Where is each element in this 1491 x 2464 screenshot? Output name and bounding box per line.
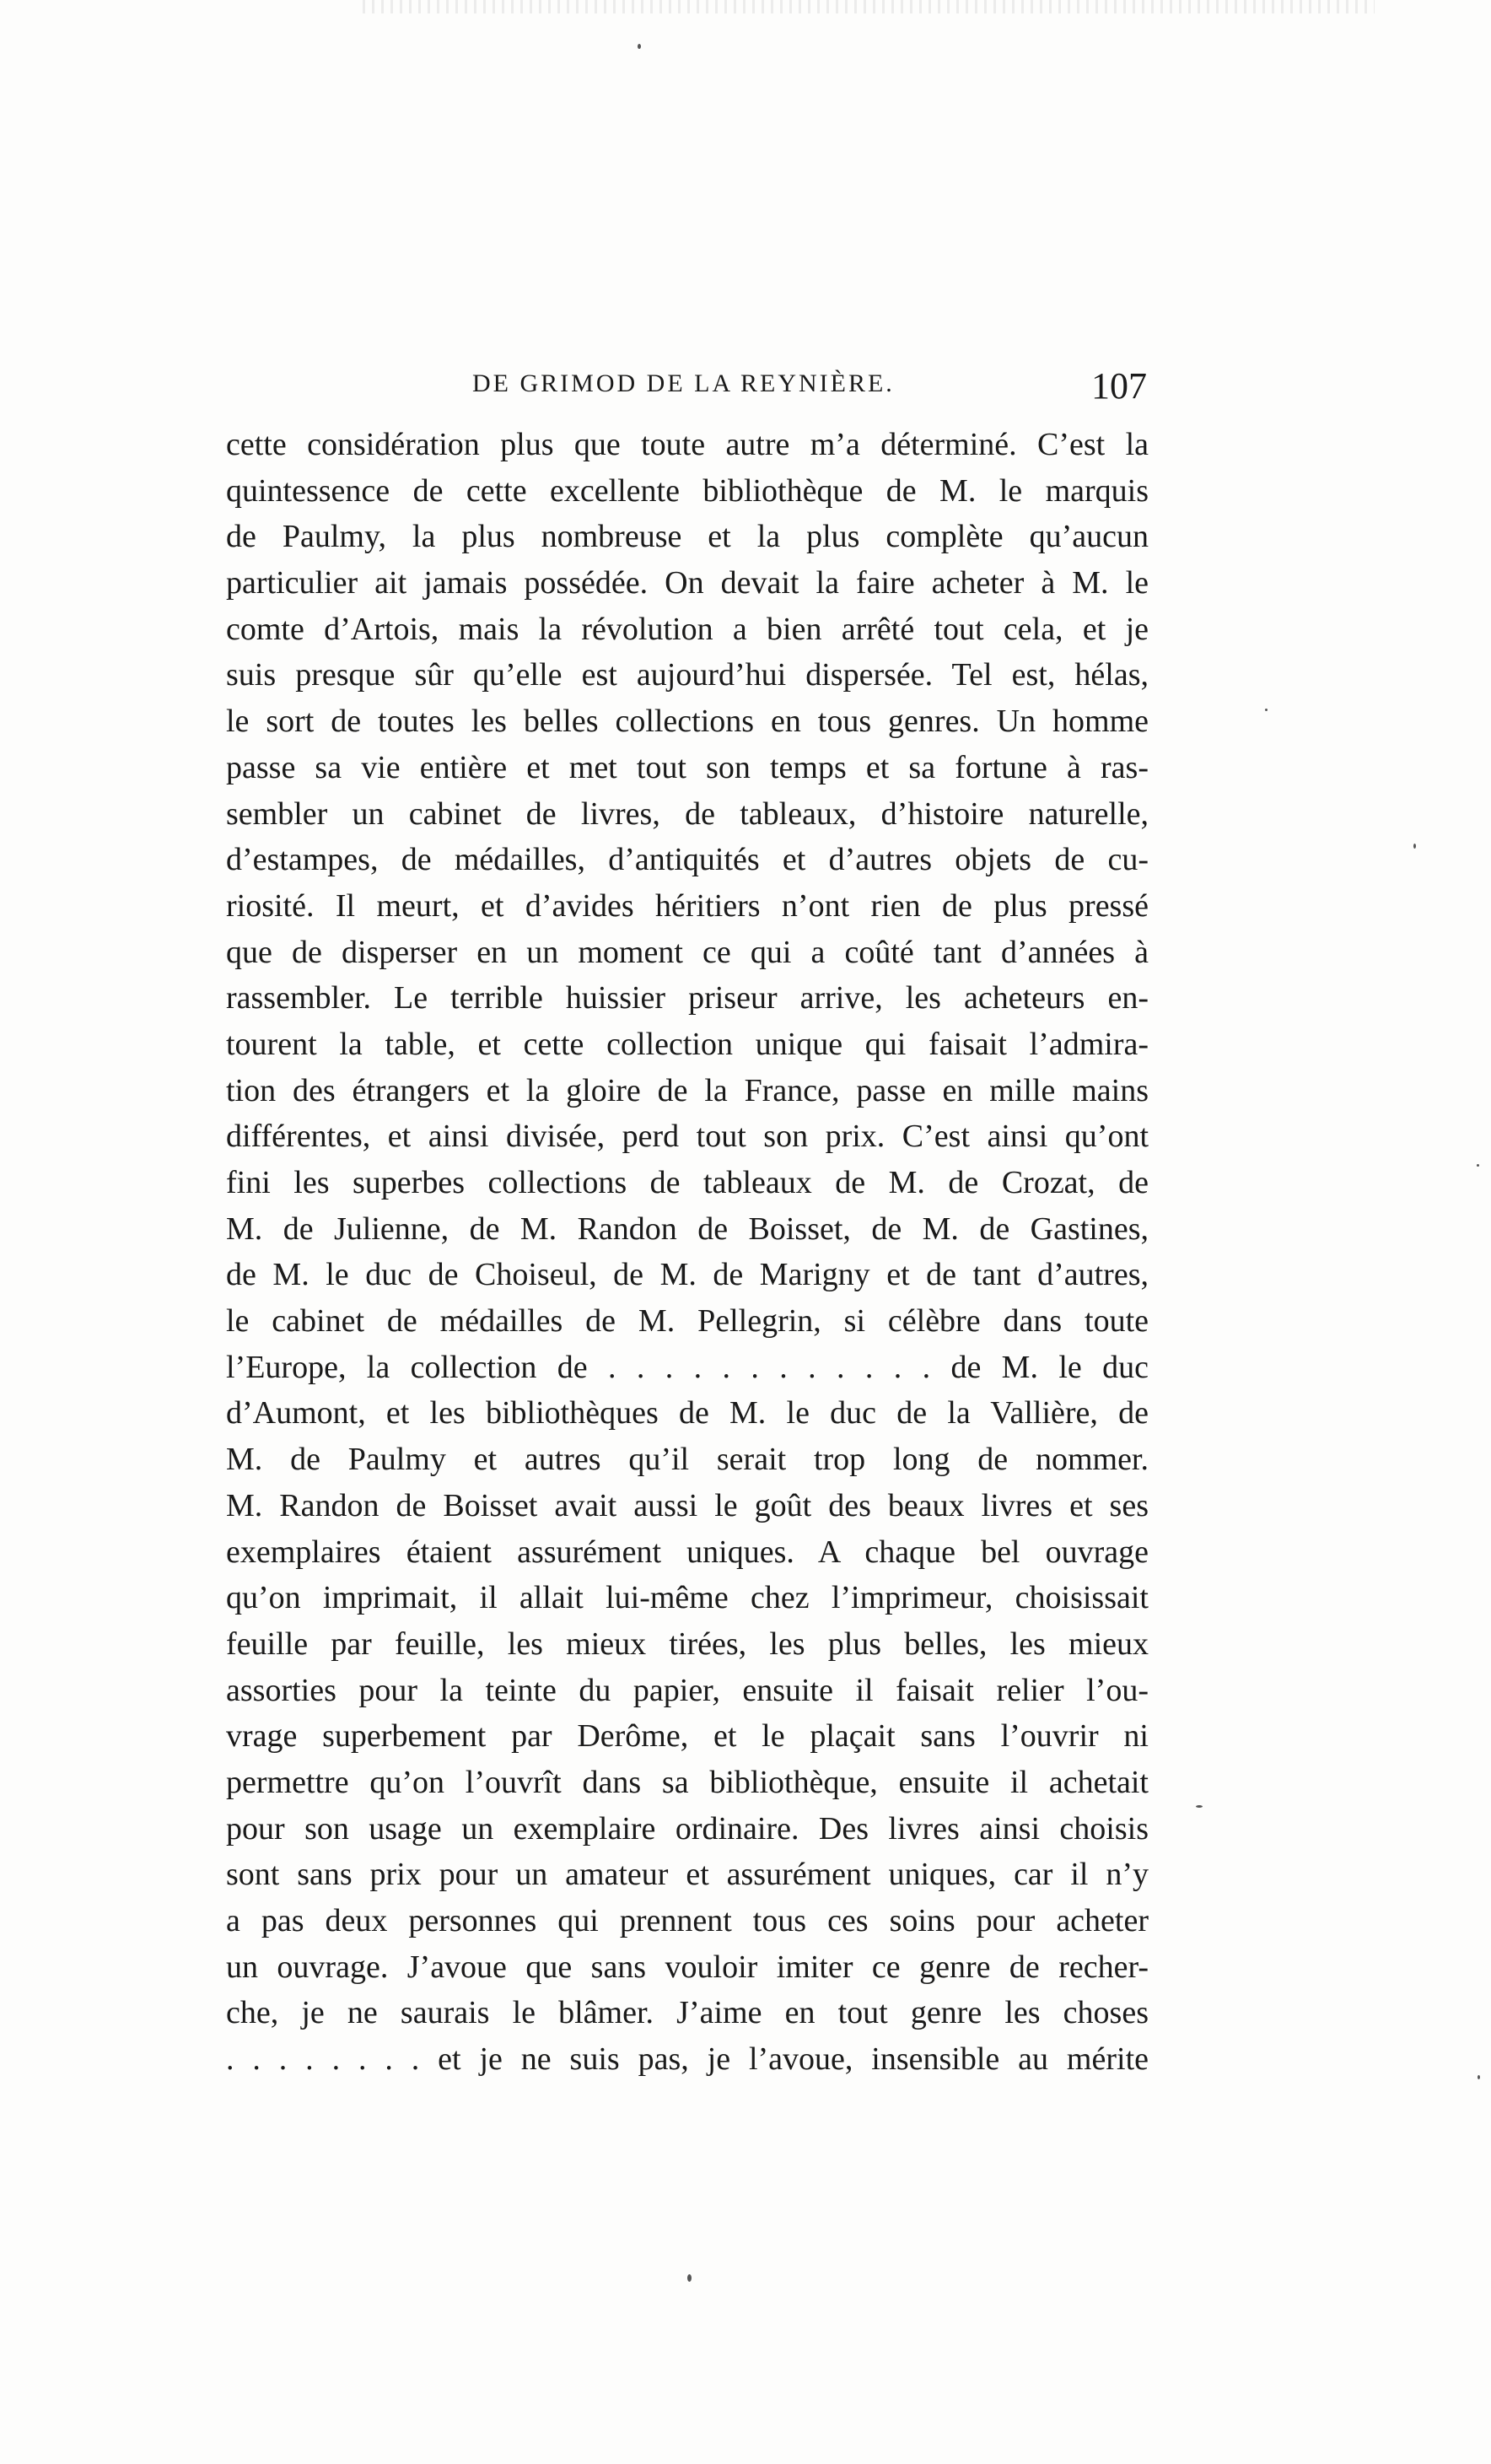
ink-speck [1265,709,1268,711]
text-line: feuille par feuille, les mieux tirées, les plus belles, les mieux [226,1626,1149,1662]
page-number: 107 [1091,365,1147,407]
text-line: fini les superbes collections de tableaux de M. de Crozat, de [226,1165,1149,1200]
text-line: che, je ne saurais le blâmer. J’aime en tout genre les choses [226,1995,1149,2031]
text-line: un ouvrage. J’avoue que sans vouloir imiter ce genre de recher- [226,1949,1149,1985]
scan-edge-noise [363,0,1375,13]
text-line: passe sa vie entière et met tout son temps et sa fortune à ras- [226,749,1149,785]
text-line: vrage superbement par Derôme, et le plaçait sans l’ouvrir ni [226,1718,1149,1755]
text-line: de M. le duc de Choiseul, de M. de Marigny et de tant d’autres, [226,1257,1149,1293]
ink-speck [1478,2075,1480,2079]
text-line: que de disperser en un moment ce qui a coûté tant d’années à [226,934,1149,970]
body-text [226,422,1149,2083]
text-line: comte d’Artois, mais la révolution a bien arrêté tout cela, et je [226,611,1149,647]
text-line: qu’on imprimait, il allait lui-même chez l’imprimeur, choisissait [226,1580,1149,1616]
text-line: pour son usage un exemplaire ordinaire. Des livres ainsi choisis [226,1810,1149,1847]
text-line: riosité. Il meurt, et d’avides héritiers n’ont rien de plus pressé [226,887,1149,924]
text-line: suis presque sûr qu’elle est aujourd’hui dispersée. Tel est, hélas, [226,657,1149,693]
page-header [472,361,1147,412]
text-line: permettre qu’on l’ouvrît dans sa bibliothèque, ensuite il achetait [226,1764,1149,1800]
text-line: de Paulmy, la plus nombreuse et la plus complète qu’aucun [226,519,1149,555]
text-line: exemplaires étaient assurément uniques. A chaque bel ouvrage [226,1534,1149,1570]
text-line: M. de Paulmy et autres qu’il serait trop long de nommer. [226,1442,1149,1478]
text-line: M. de Julienne, de M. Randon de Boisset, de M. de Gastines, [226,1210,1149,1247]
text-line: différentes, et ainsi divisée, perd tout son prix. C’est ainsi qu’ont [226,1119,1149,1155]
ink-speck [1196,1805,1203,1808]
ink-speck [638,44,641,49]
text-line: tourent la table, et cette collection unique qui faisait l’admira- [226,1026,1149,1062]
text-line: particulier ait jamais possédée. On devait la faire acheter à M. le [226,565,1149,601]
text-line: d’estampes, de médailles, d’antiquités et d’autres objets de cu- [226,842,1149,878]
text-line: sont sans prix pour un amateur et assurément uniques, car il n’y [226,1857,1149,1893]
text-line: quintessence de cette excellente bibliothèque de M. le marquis [226,472,1149,509]
text-line: sembler un cabinet de livres, de tableaux, d’histoire naturelle, [226,795,1149,832]
text-line: d’Aumont, et les bibliothèques de M. le duc de la Vallière, de [226,1395,1149,1431]
text-line: a pas deux personnes qui prennent tous ces soins pour acheter [226,1903,1149,1938]
text-line: le cabinet de médailles de M. Pellegrin, si célèbre dans toute [226,1303,1149,1340]
text-line: tion des étrangers et la gloire de la France, passe en mille mains [226,1072,1149,1108]
text-line: l’Europe, la collection de . . . . . . . . . . . . de M. le duc [226,1349,1149,1385]
text-line: rassembler. Le terrible huissier priseur arrive, les acheteurs en- [226,980,1149,1016]
text-line: assorties pour la teinte du papier, ensuite il faisait relier l’ou- [226,1672,1149,1708]
running-title: DE GRIMOD DE LA REYNIÈRE. [472,369,895,397]
ink-speck [1413,844,1416,849]
ink-speck [1477,1164,1479,1167]
text-line: cette considération plus que toute autre m’a déterminé. C’est la [226,427,1149,462]
text-line: M. Randon de Boisset avait aussi le goût des beaux livres et ses [226,1487,1149,1523]
text-line: . . . . . . . . et je ne suis pas, je l’avoue, insensible au mérite [226,2041,1149,2078]
text-line: le sort de toutes les belles collections en tous genres. Un homme [226,704,1149,740]
ink-speck [687,2274,692,2282]
